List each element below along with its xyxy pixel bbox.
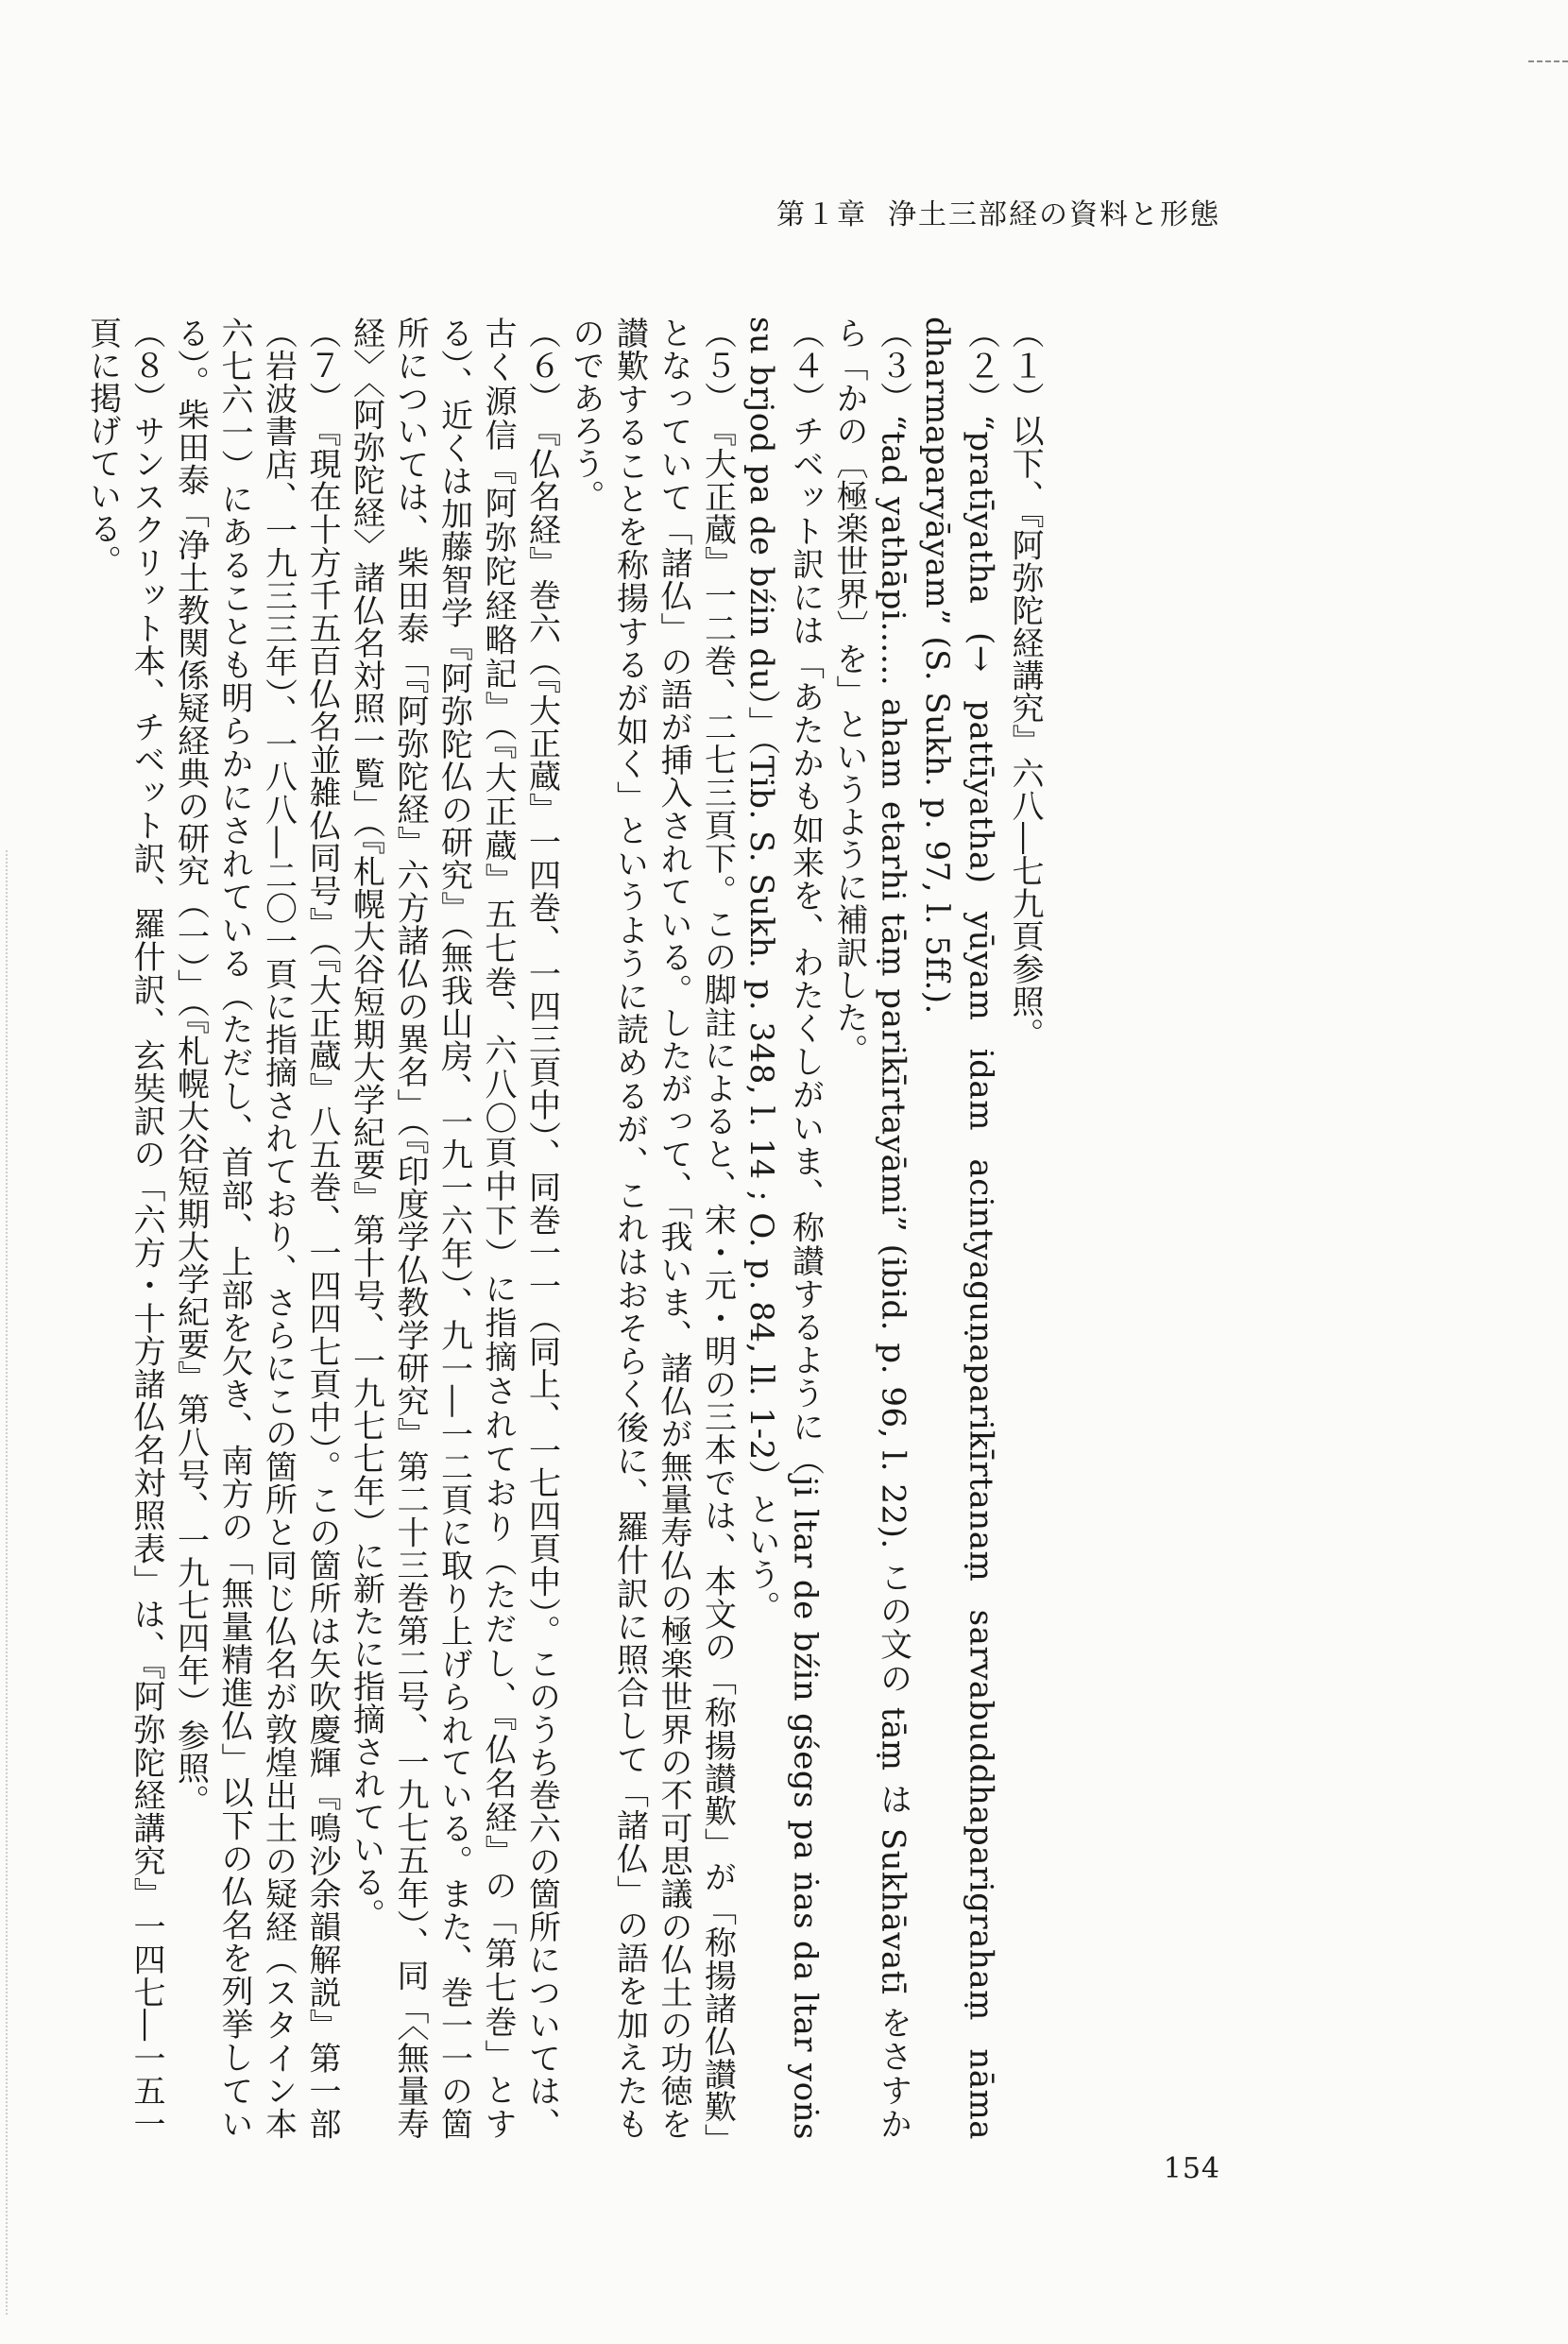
- scan-edge-shadow: [6, 850, 9, 2315]
- note-text: 以下、『阿弥陀経講究』六八―七九頁参照。: [1006, 414, 1044, 1051]
- page-number: 154: [1163, 2152, 1220, 2185]
- note-text: “tad yathāpi…… aham etarhi tāṃ parikīrtayāmi” (ibid. p. 96, l. 22). この文の tāṃ は Sukhāvatī をさすから「かの〔極楽世界〕を」というように補訳した。: [830, 317, 912, 2140]
- endnote-7: [168, 317, 344, 2140]
- endnote-6: [344, 317, 564, 2140]
- note-marker: （３）: [874, 317, 912, 415]
- note-text: サンスクリット本、チベット訳、羅什訳、玄奘訳の「六方・十方諸仏名対照表」は、『阿弥陀経講究』一四七―一五一頁に掲げている。: [83, 317, 165, 2140]
- note-marker: （４）: [786, 317, 825, 415]
- running-header: [776, 191, 1220, 232]
- endnote-8: [80, 317, 168, 2140]
- note-marker: （８）: [128, 317, 165, 415]
- endnote-5: [564, 317, 740, 2140]
- note-text: “pratīyatha (→ pattīyatha) yūyam idam acintyaguṇaparikīrtanaṃ sarvabuddhaparigrahaṃ nāma dharmaparyāyam” (S. Sukh. p. 97, l. 5ff.).: [918, 317, 1000, 2140]
- note-text: チベット訳には「あたかも如来を、わたくしがいま、称讃するように（ji ltar de bźin gśegs pa ṅas da ltar yoṅs su brjod pa de bźin du）」（Tib. S. Sukh. p. 348, l. 14 ; O. p. 84, ll. 1-2）という。: [742, 317, 825, 2140]
- note-text: 『仏名経』巻六（『大正蔵』一四巻、一四三頁中）、同巻一一（同上、一七四頁中）。このうち巻六の箇所については、古く源信『阿弥陀経略記』（『大正蔵』五七巻、六八〇頁中下）に指摘されており（ただし、『仏名経』の「第七巻」とする）、近くは加藤智学『阿弥陀仏の研究』（無我山房、一九一六年）、九一―一二頁に取り上げられている。また、巻一一の箇所については、柴田泰「『阿弥陀経』六方諸仏の異名」（『印度学仏教学研究』第二十三巻第二号、一九七五年）、同「〈無量寿経〉〈阿弥陀経〉諸仏名対照一覧」（『札幌大谷短期大学紀要』第十号、一九七七年）に新たに指摘されている。: [347, 317, 561, 2141]
- note-text: 『現在十方千五百仏名並雑仏同号』（『大正蔵』八五巻、一四四七頁中）。この箇所は矢吹慶輝『鳴沙余韻解説』第一部（岩波書店、一九三三年）、一八八―二〇一頁に指摘されており、さらにこの箇所と同じ仏名が敦煌出土の疑経（スタイン本六七六一）にあることも明らかにされている（ただし、首部、上部を欠き、南方の「無量精進仏」以下の仏名を列挙している）。柴田泰「浄土教関係疑経典の研究（一）」（『札幌大谷短期大学紀要』第八号、一九七四年）参照。: [171, 317, 341, 2140]
- chapter-number: 第１章: [776, 198, 867, 231]
- scan-edge-mark: [1528, 60, 1568, 68]
- note-marker: （５）: [698, 317, 737, 415]
- endnote-1: [1003, 317, 1048, 2140]
- endnote-2: [915, 317, 1003, 2140]
- note-marker: （１）: [1006, 317, 1044, 415]
- note-marker: （７）: [303, 317, 341, 415]
- note-marker: （６）: [522, 317, 561, 415]
- endnotes: [45, 317, 1047, 2140]
- note-marker: （２）: [962, 317, 1000, 415]
- endnote-3: [827, 317, 915, 2140]
- chapter-title: 浄土三部経の資料と形態: [888, 198, 1220, 231]
- endnote-4: [740, 317, 827, 2140]
- note-text: 『大正蔵』一二巻、二七三頁下。この脚註によると、宋・元・明の三本では、本文の「称揚讃歎」が「称揚諸仏讃歎」となっていて「諸仏」の語が挿入されている。したがって、「我いま、諸仏が無量寿仏の極楽世界の不可思議の仏土の功徳を讃歎することを称揚するが如く」というように読めるが、これはおそらく後に、羅什訳に照合して「諸仏」の語を加えたものであろう。: [567, 317, 737, 2141]
